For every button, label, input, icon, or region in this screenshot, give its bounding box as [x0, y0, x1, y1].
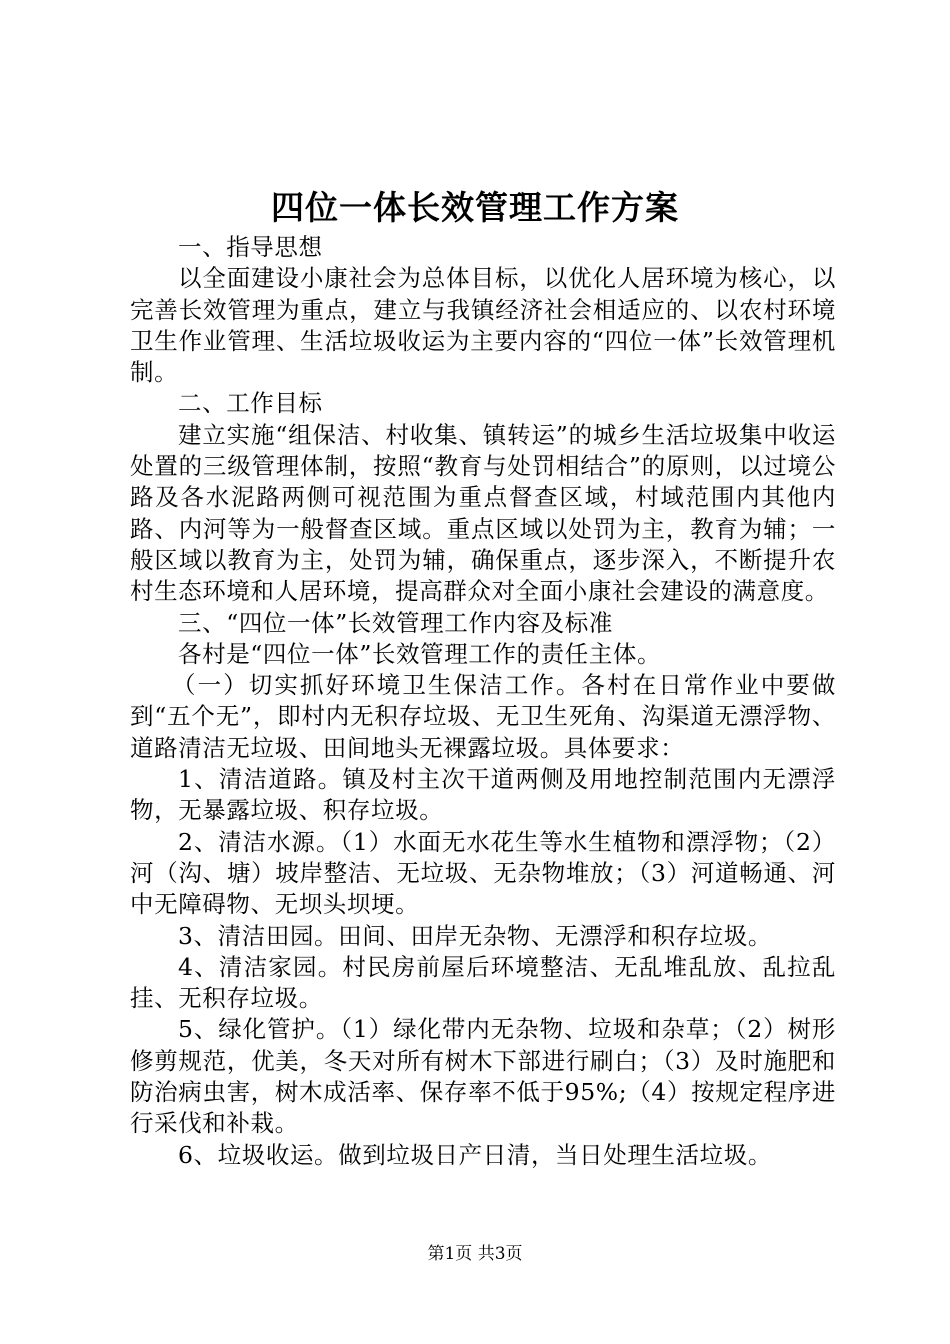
paragraph: 各村是“四位一体”长效管理工作的责任主体。 — [178, 639, 662, 668]
list-item: 4、清洁家园。村民房前屋后环境整洁、无乱堆乱放、乱拉乱挂、无积存垃圾。 — [130, 952, 836, 1013]
section-heading-3: 三、“四位一体”长效管理工作内容及标准 — [178, 608, 613, 637]
subsection-paragraph: （一）切实抓好环境卫生保洁工作。各村在日常作业中要做到“五个无”，即村内无积存垃圾、无卫生死角、沟渠道无漂浮物、道路清洁无垃圾、田间地头无裸露垃圾。具体要求： — [130, 671, 836, 762]
list-item: 6、垃圾收运。做到垃圾日产日清，当日处理生活垃圾。 — [178, 1140, 772, 1169]
page-number-footer: 第1页 共3页 — [427, 1244, 523, 1264]
paragraph: 以全面建设小康社会为总体目标，以优化人居环境为核心，以完善长效管理为重点，建立与我镇经济社会相适应的、以农村环境卫生作业管理、生活垃圾收运为主要内容的“四位一体”长效管理机制。 — [130, 264, 836, 387]
list-item: 2、清洁水源。（1）水面无水花生等水生植物和漂浮物；（2）河（沟、塘）坡岸整洁、无垃圾、无杂物堆放；（3）河道畅通、河中无障碍物、无坝头坝埂。 — [130, 827, 836, 919]
document-body — [130, 232, 836, 1171]
section-heading-2: 二、工作目标 — [178, 389, 323, 418]
list-item: 1、清洁道路。镇及村主次干道两侧及用地控制范围内无漂浮物，无暴露垃圾、积存垃圾。 — [130, 765, 836, 825]
list-item: 5、绿化管护。（1）绿化带内无杂物、垃圾和杂草；（2）树形修剪规范，优美，冬天对所有树木下部进行刷白；（3）及时施肥和防治病虫害，树木成活率、保存率不低于95%;（4）按规定程序进行采伐和补栽。 — [130, 1015, 836, 1138]
section-heading-1: 一、指导思想 — [178, 233, 323, 261]
paragraph: 建立实施“组保洁、村收集、镇转运”的城乡生活垃圾集中收运处置的三级管理体制，按照“教育与处罚相结合”的原则，以过境公路及各水泥路两侧可视范围为重点督查区域，村域范围内其他内路、内河等为一般督查区域。重点区域以处罚为主，教育为辅；一般区域以教育为主，处罚为辅，确保重点，逐步深入，不断提升农村生态环境和人居环境，提高群众对全面小康社会建设的满意度。 — [130, 420, 836, 606]
document-title: 四位一体长效管理工作方案 — [271, 188, 679, 227]
list-item: 3、清洁田园。田间、田岸无杂物、无漂浮和积存垃圾。 — [178, 921, 772, 950]
